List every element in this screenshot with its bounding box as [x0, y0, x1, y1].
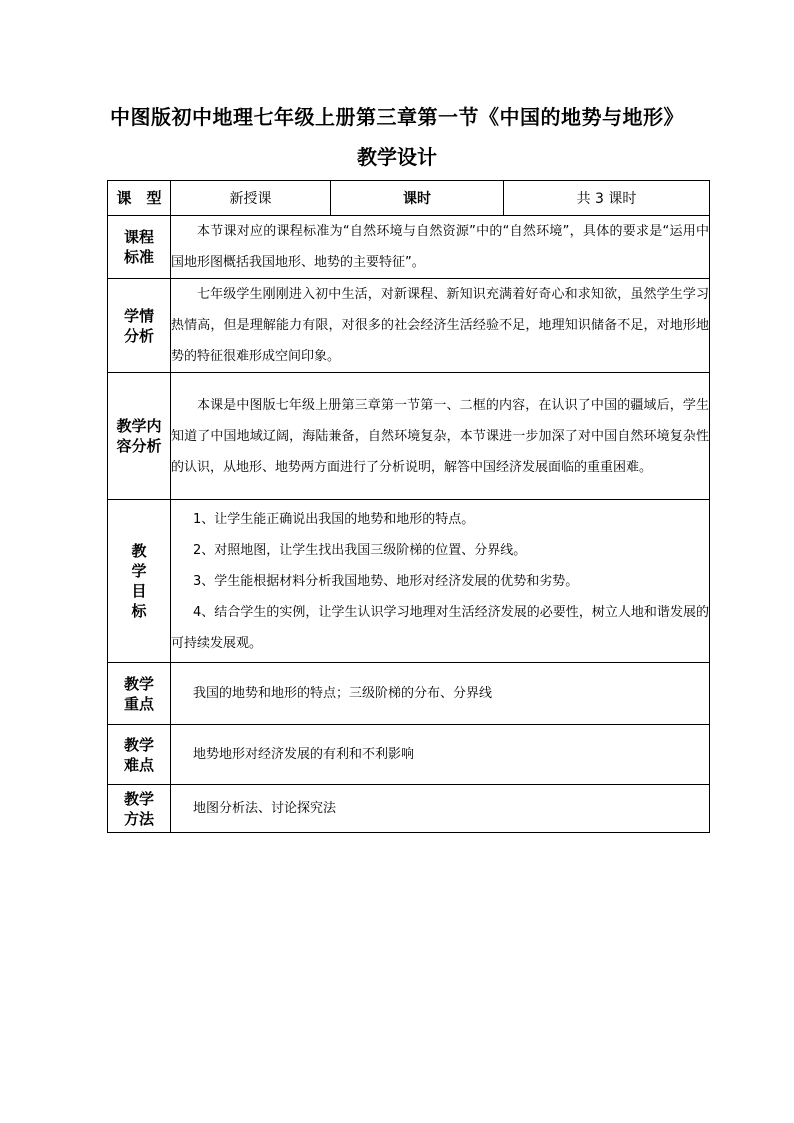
content-paragraph: 本课是中图版七年级上册第三章第一节第一、二框的内容，在认识了中国的疆域后，学生知道了中国地域辽阔，海陆兼备，自然环境复杂，本节课进一步加深了对中国自然环境复杂性的认识，从地形、地势两方面进行了分析说明，解答中国经济发展面临的重重困难。 [171, 397, 709, 475]
type-value: 新授课 [171, 181, 331, 216]
difficulty-label [108, 725, 171, 785]
standard-label-line1: 课程 [123, 228, 154, 246]
method-text [171, 785, 710, 833]
type-label: 课 型 [108, 181, 171, 216]
goals-label-line3: 目 [131, 582, 147, 600]
content-label-line1: 教学内 [116, 417, 162, 435]
table-row-goals [108, 500, 710, 663]
goals-label [108, 500, 171, 663]
standard-label-line2: 标准 [123, 248, 154, 266]
table-row-standard [108, 216, 710, 279]
goal-item-2: 2、对照地图，让学生找出我国三级阶梯的位置、分界线。 [193, 542, 527, 558]
method-label [108, 785, 171, 833]
hours-value: 共 3 课时 [504, 181, 710, 216]
hours-label: 课时 [331, 181, 504, 216]
difficulty-label-line2: 难点 [123, 755, 154, 774]
method-paragraph: 地图分析法、讨论探究法 [193, 801, 337, 816]
goals-label-line1: 教 [131, 542, 147, 560]
method-label-line2: 方法 [123, 809, 154, 828]
table-row-method [108, 785, 710, 833]
key-label-line2: 重点 [123, 694, 154, 713]
key-label-line1: 教学 [123, 674, 154, 693]
table-row-key [108, 663, 710, 725]
difficulty-label-line1: 教学 [123, 735, 154, 754]
standard-paragraph: 本节课对应的课程标准为“自然环境与自然资源”中的“自然环境”，具体的要求是“运用中国地形图概括我国地形、地势的主要特征”。 [171, 224, 709, 270]
table-row-difficulty [108, 725, 710, 785]
document-subtitle: 教学设计 [357, 145, 437, 169]
goals-label-line2: 学 [131, 562, 147, 580]
key-text [171, 663, 710, 725]
document-title: 中图版初中地理七年级上册第三章第一节《中国的地势与地形》 [110, 105, 684, 129]
content-label-line2: 容分析 [116, 437, 162, 455]
situation-paragraph: 七年级学生刚刚进入初中生活，对新课程、新知识充满着好奇心和求知欲，虽然学生学习热情高，但是理解能力有限，对很多的社会经济生活经验不足，地理知识储备不足，对地形地势的特征很难形成空间印象。 [171, 287, 709, 364]
goal-item-4: 4、结合学生的实例，让学生认识学习地理对生活经济发展的必要性，树立人地和谐发展的可持续发展观。 [171, 604, 709, 651]
difficulty-text [171, 725, 710, 785]
situation-label-line1: 学情 [123, 306, 154, 325]
key-paragraph: 我国的地势和地形的特点；三级阶梯的分布、分界线 [193, 686, 493, 701]
key-label [108, 663, 171, 725]
goal-item-1: 1、让学生能正确说出我国的地势和地形的特点。 [193, 511, 475, 527]
goals-list [171, 500, 710, 663]
method-label-line1: 教学 [123, 789, 154, 808]
lesson-plan-table [107, 180, 710, 833]
goals-label-line4: 标 [131, 602, 147, 620]
table-row-situation [108, 279, 710, 373]
table-row-content [108, 373, 710, 500]
difficulty-paragraph: 地势地形对经济发展的有利和不利影响 [193, 747, 415, 762]
goal-item-3: 3、学生能根据材料分析我国地势、地形对经济发展的优势和劣势。 [193, 573, 579, 589]
situation-text [171, 279, 710, 373]
standard-label [108, 216, 171, 279]
content-text [171, 373, 710, 500]
situation-label [108, 279, 171, 373]
situation-label-line2: 分析 [123, 326, 154, 345]
standard-text [171, 216, 710, 279]
table-row-type [108, 181, 710, 216]
content-label [108, 373, 171, 500]
